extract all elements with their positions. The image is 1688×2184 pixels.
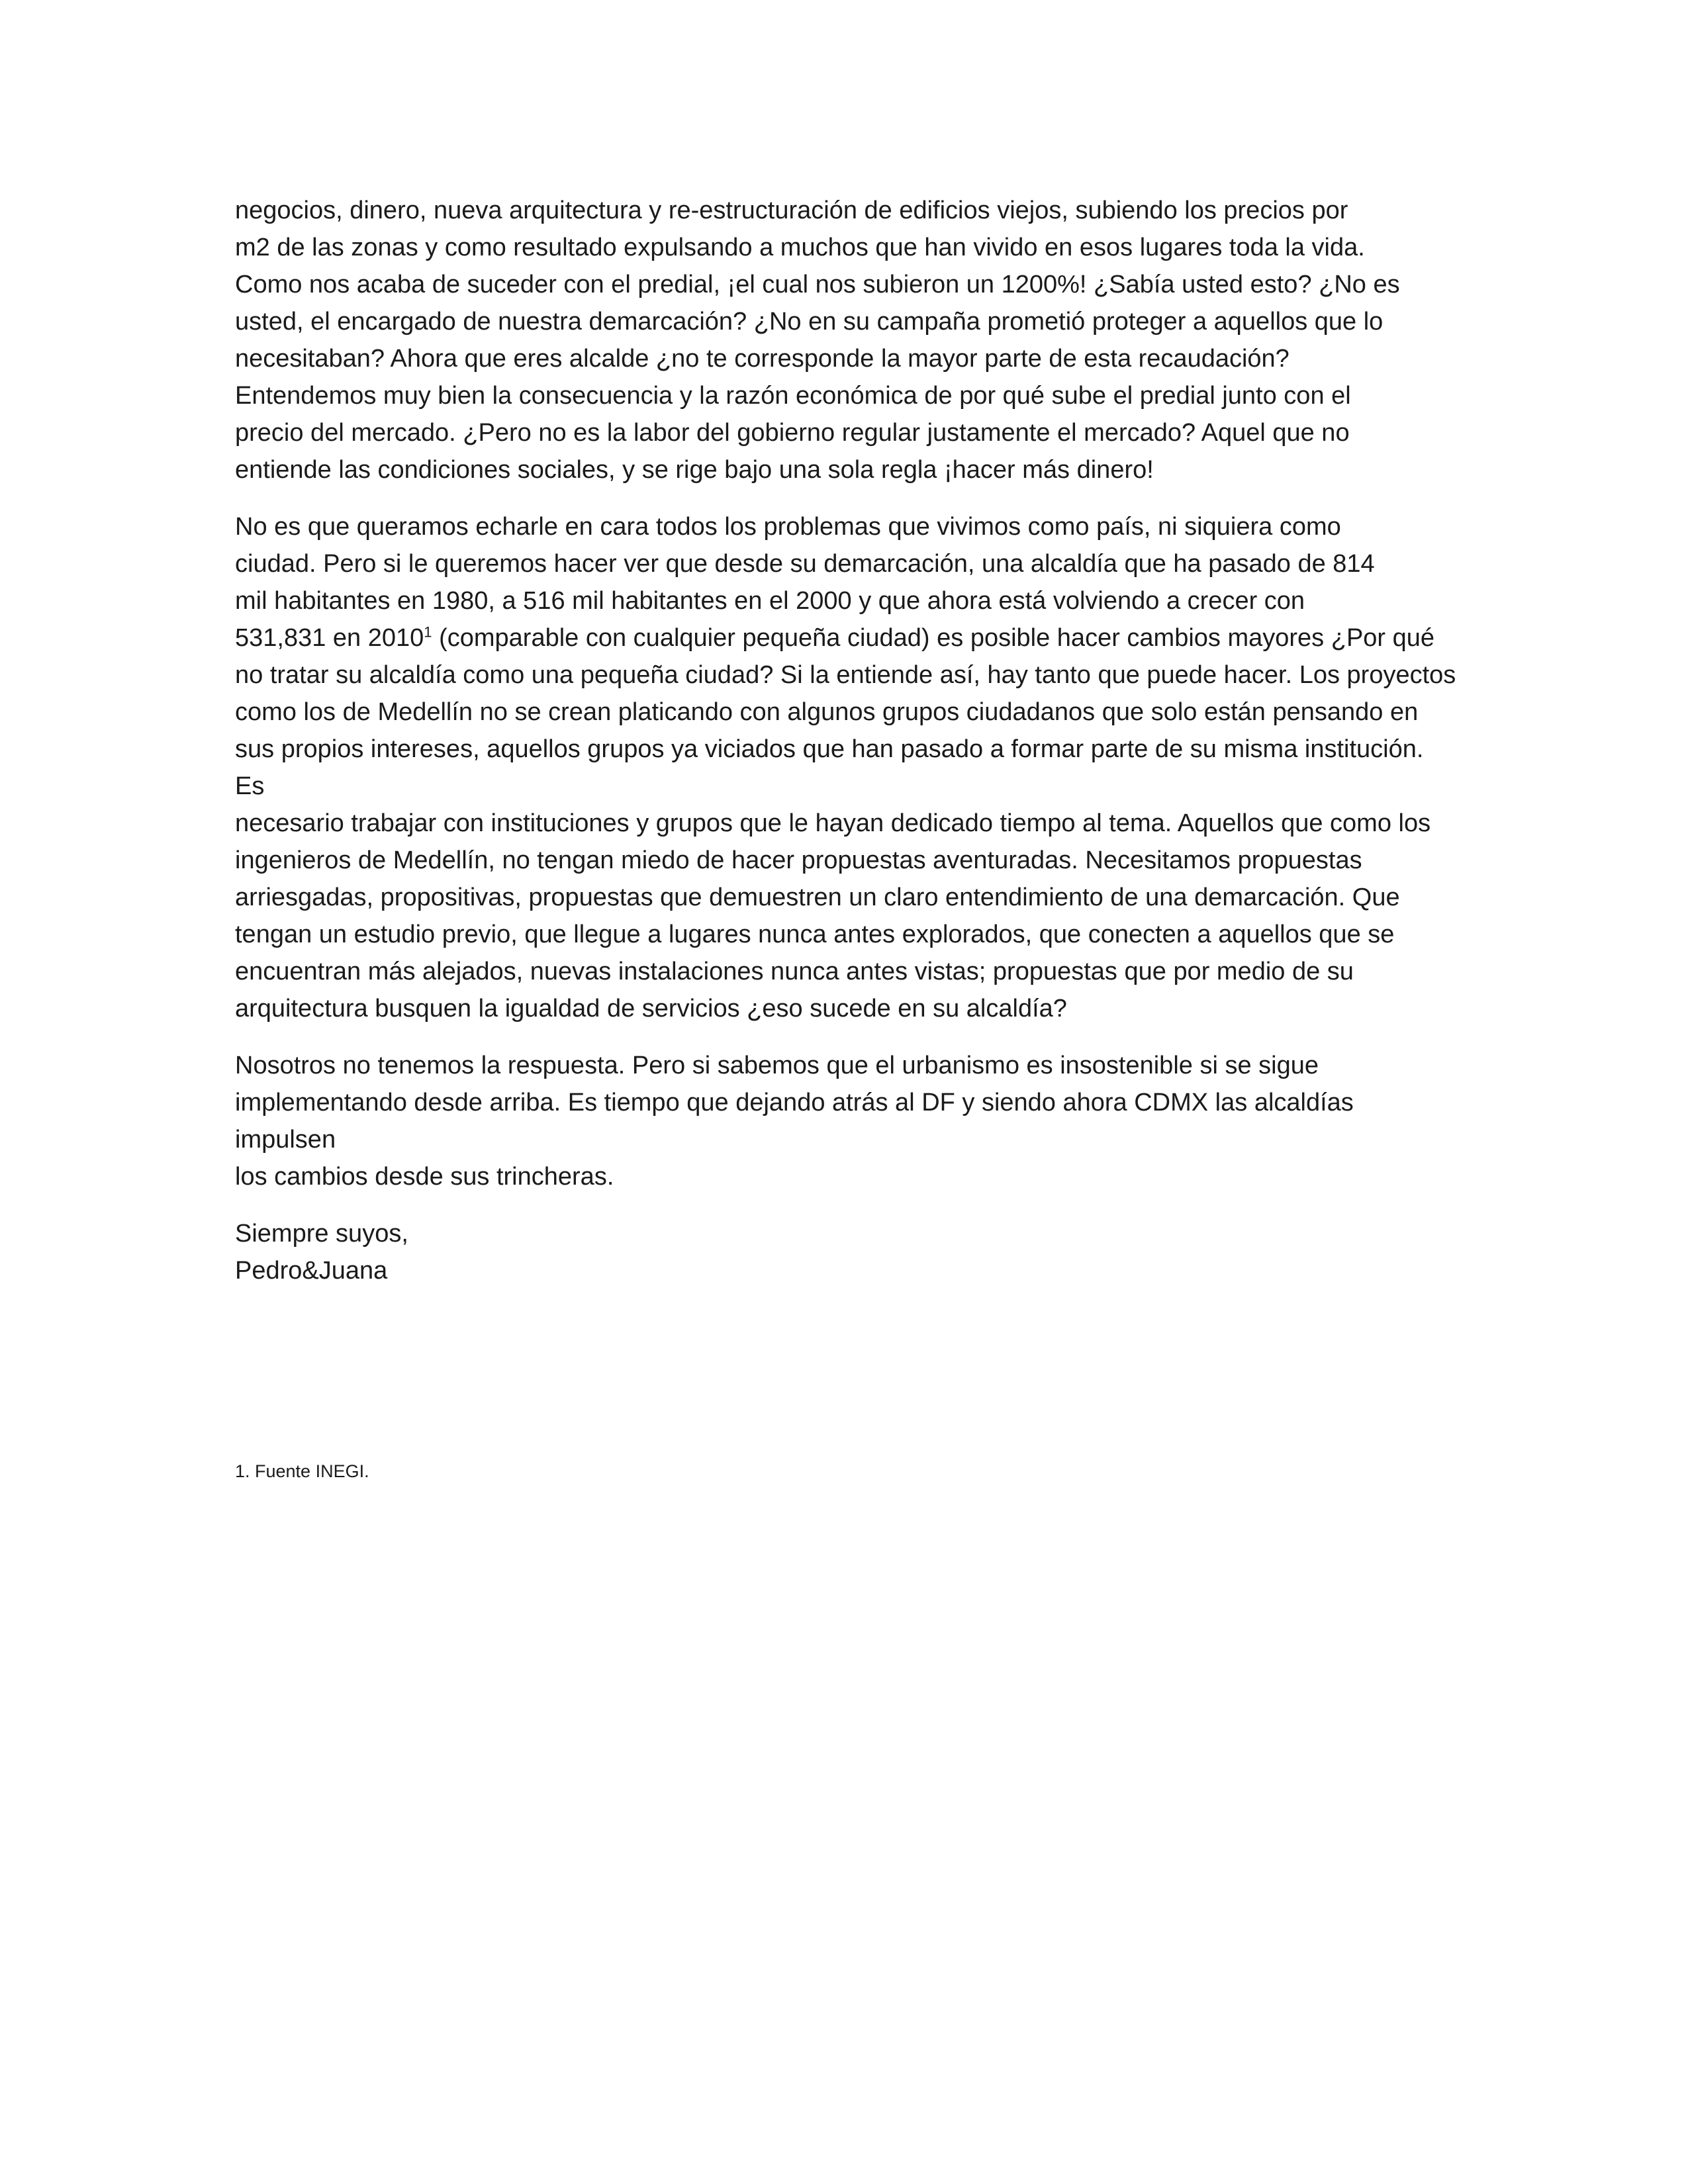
closing-signature: Siempre suyos, Pedro&Juana [235, 1220, 408, 1285]
paragraph-2-text-a: No es que queramos echarle en cara todos los problemas que vivimos como país, ni siquiera como ciudad. Pero si le queremos hacer ver que desde su demarcación, una alcaldía que ha pasado de 814 mil habitantes en 1980, a 516 mil habitantes en el 2000 y que ahora está volviendo a crecer con 531,831 en 2010 [235, 513, 1375, 652]
paragraph-2 [235, 508, 1460, 1027]
paragraph-3: Nosotros no tenemos la respuesta. Pero si sabemos que el urbanismo es insostenible si se sigue implementando desde arriba. Es tiempo que dejando atrás al DF y siendo ahora CDMX las alcaldías impulsen los cambios desde sus trincheras. [235, 1052, 1354, 1191]
paragraph-1: negocios, dinero, nueva arquitectura y re-estructuración de edificios viejos, subiendo los precios por m2 de las zonas y como resultado expulsando a muchos que han vivido en esos lugares toda la vida. Como nos acaba de suceder con el predial, ¡el cual nos subieron un 1200%! ¿Sabía usted esto? ¿No es usted, el encargado de nuestra demarcación? ¿No en su campaña prometió proteger a aquellos que lo necesitaban? Ahora que eres alcalde ¿no te corresponde la mayor parte de esta recaudación? Entendemos muy bien la consecuencia y la razón económica de por qué sube el predial junto con el precio del mercado. ¿Pero no es la labor del gobierno regular justamente el mercado? Aquel que no entiende las condiciones sociales, y se rige bajo una sola regla ¡hacer más dinero! [235, 197, 1400, 484]
letter-body [235, 192, 1460, 1314]
footnote-reference: 1 [424, 623, 432, 641]
footnote: 1. Fuente INEGI. [235, 1461, 369, 1481]
paragraph-2-text-b: (comparable con cualquier pequeña ciudad) es posible hacer cambios mayores ¿Por qué no tratar su alcaldía como una pequeña ciudad? Si la entiende así, hay tanto que puede hacer. Los proyectos como los de Medellín no se crean platicando con algunos grupos ciudadanos que solo están pensando en sus propios intereses, aquellos grupos ya viciados que han pasado a formar parte de su misma institución. Es necesario trabajar con instituciones y grupos que le hayan dedicado tiempo al tema. Aquellos que como los ingenieros de Medellín, no tengan miedo de hacer propuestas aventuradas. Necesitamos propuestas arriesgadas, propositivas, propuestas que demuestren un claro entendimiento de una demarcación. Que tengan un estudio previo, que llegue a lugares nunca antes explorados, que conecten a aquellos que se encuentran más alejados, nuevas instalaciones nunca antes vistas; propuestas que por medio de su arquitectura busquen la igualdad de servicios ¿eso sucede en su alcaldía? [235, 624, 1456, 1023]
